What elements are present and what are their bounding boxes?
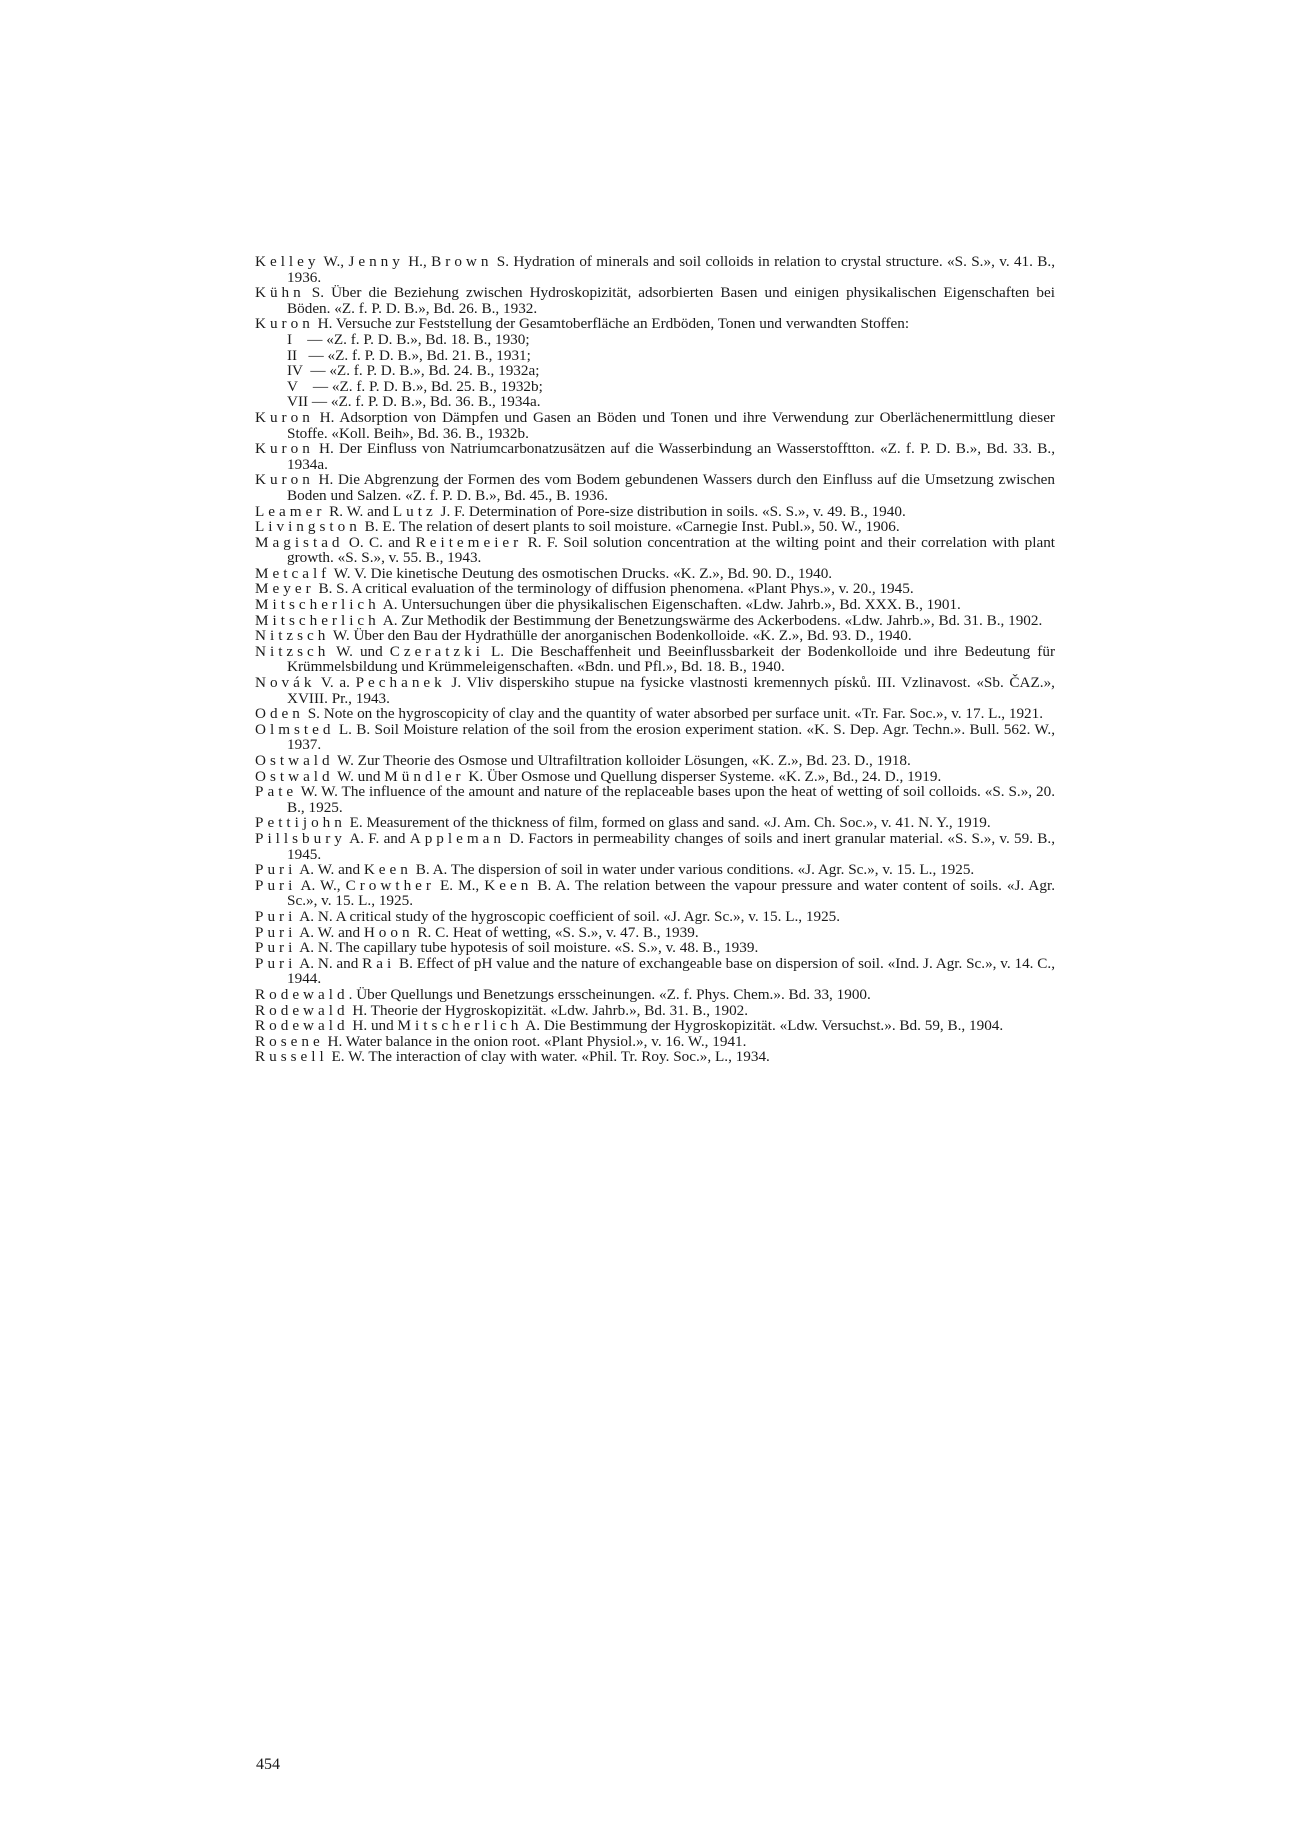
reference-author: Pechanek	[355, 674, 446, 692]
reference-author: Rodewald	[255, 1017, 349, 1035]
reference-author: Puri	[255, 954, 297, 972]
reference-author: Kuron	[255, 408, 314, 426]
reference-entry	[255, 581, 1055, 597]
reference-author: Appleman	[409, 829, 506, 847]
reference-text: H. Die Abgrenzung der Formen des vom Bodem gebundenen Wassers durch den Einfluss auf die Umsetzung zwischen Boden und Salzen. «Z. f. P. D. B.», Bd. 45., B. 1936.	[287, 471, 1055, 504]
reference-author: Puri	[255, 907, 297, 925]
reference-text: S. Hydration of minerals and soil colloids in relation to crystal structure. «S. S.», v. 41. B., 1936.	[287, 253, 1056, 286]
reference-entry	[255, 410, 1055, 441]
reference-text: A. W.,	[296, 876, 346, 894]
reference-text: W.,	[319, 253, 349, 270]
reference-entry	[255, 519, 1055, 535]
reference-text: A. W. and	[296, 923, 364, 941]
reference-entry	[255, 987, 1055, 1003]
reference-author: Kelley	[255, 253, 320, 270]
reference-text: J. F. Determination of Pore-size distribution in soils. «S. S.», v. 49. B., 1940.	[436, 502, 906, 520]
reference-entry	[255, 504, 1055, 520]
reference-author: Czeratzki	[389, 642, 484, 660]
reference-entry	[255, 878, 1055, 909]
reference-author: Kuron	[255, 471, 314, 489]
reference-entry	[255, 441, 1055, 472]
reference-subentry: I — «Z. f. P. D. B.», Bd. 18. B., 1930;	[287, 330, 530, 348]
reference-text: A. F. and	[345, 829, 410, 847]
reference-author: Mitscherlich	[255, 611, 380, 629]
reference-text: W. Zur Theorie des Osmose und Ultrafiltration kolloider Lösungen, «K. Z.», Bd. 23. D., 1918.	[333, 752, 911, 769]
reference-text: H. Water balance in the onion root. «Plant Physiol.», v. 16. W., 1941.	[323, 1032, 747, 1050]
reference-author: Rodewald	[255, 1001, 349, 1019]
reference-entry	[255, 706, 1055, 722]
reference-text: B. E. The relation of desert plants to soil moisture. «Carnegie Inst. Publ.», 50. W., 1906.	[360, 518, 900, 536]
reference-text: H. Adsorption von Dämpfen und Gasen an Böden und Tonen und ihre Verwendung zur Oberlächenermittlung dieser Stoffe. «Koll. Beih», Bd. 36. B., 1932b.	[287, 408, 1055, 442]
reference-author: Keen	[363, 861, 412, 879]
reference-author: Pillsbury	[255, 829, 346, 847]
reference-text: R. W. and	[325, 502, 393, 520]
reference-text: W. und	[333, 767, 385, 785]
reference-text: H. Der Einfluss von Natriumcarbonatzusätzen auf die Wasserbindung an Wasserstofftton. «Z. f. P. D. B.», Bd. 33. B., 1934a.	[287, 440, 1055, 473]
reference-entry	[255, 1018, 1055, 1034]
reference-entry	[255, 831, 1055, 862]
reference-text: V. a.	[315, 674, 356, 692]
reference-subentry: IV — «Z. f. P. D. B.», Bd. 24. B., 1932a;	[287, 362, 540, 380]
reference-author: Keen	[484, 876, 533, 894]
reference-author: Rai	[362, 954, 396, 972]
reference-author: Olmsted	[255, 720, 335, 738]
reference-entry	[255, 769, 1055, 785]
reference-author: Lutz	[392, 502, 437, 520]
reference-author: Mitscherlich	[255, 596, 380, 614]
reference-author: Russell	[255, 1048, 328, 1066]
reference-list	[255, 254, 1055, 1065]
reference-text: A. N. A critical study of the hygroscopic coefficient of soil. «J. Agr. Sc.», v. 15. L., 1925.	[296, 907, 841, 925]
reference-author: Oden	[255, 705, 304, 723]
reference-author: Metcalf	[255, 564, 331, 582]
reference-text: W. Über den Bau der Hydrathülle der anorganischen Bodenkolloide. «K. Z.», Bd. 93. D., 1940.	[329, 627, 912, 645]
reference-entry	[255, 815, 1055, 831]
reference-author: Rodewald	[255, 985, 349, 1003]
reference-entry	[255, 784, 1055, 815]
reference-text: S. Note on the hygroscopicity of clay and the quantity of water absorbed per surface unit. «Tr. Far. Soc.», v. 17. L., 1921.	[303, 705, 1044, 723]
reference-author: Mitscherlich	[397, 1017, 523, 1035]
reference-entry	[255, 613, 1055, 629]
reference-author: Brown	[431, 253, 493, 270]
reference-author: Pettijohn	[255, 814, 346, 832]
reference-author: Puri	[255, 861, 297, 879]
reference-text: R. F. Soil solution concentration at the wilting point and their correlation with plant growth. «S. S.», v. 55. B., 1943.	[287, 533, 1056, 567]
reference-text: A. Zur Methodik der Bestimmung der Benetzungswärme des Ackerbodens. «Ldw. Jahrb.», Bd. 31. B., 1902.	[379, 611, 1043, 629]
reference-author: Mündler	[384, 767, 465, 785]
reference-author: Magistad	[255, 533, 344, 551]
reference-subentry: V — «Z. f. P. D. B.», Bd. 25. B., 1932b;	[287, 377, 543, 395]
reference-author: Jenny	[348, 253, 404, 270]
reference-entry	[255, 722, 1055, 753]
reference-text: D. Factors in permeability changes of soils and inert granular material. «S. S.», v. 59. B., 1945.	[287, 829, 1055, 863]
reference-text: E. Measurement of the thickness of film, formed on glass and sand. «J. Am. Ch. Soc.», v. 41. N. Y., 1919.	[345, 814, 991, 832]
reference-text: B. S. A critical evaluation of the terminology of diffusion phenomena. «Plant Phys.», v. 20., 1945.	[314, 580, 914, 598]
reference-author: Rosene	[255, 1032, 324, 1050]
page-number: 454	[256, 1756, 280, 1773]
reference-author: Livingston	[255, 518, 361, 536]
reference-text: E. M.,	[434, 876, 485, 894]
reference-author: Puri	[255, 939, 297, 957]
reference-author: Leamer	[255, 502, 326, 520]
reference-entry	[255, 535, 1055, 566]
reference-entry	[255, 862, 1055, 878]
reference-entry	[255, 1049, 1055, 1065]
reference-text: W. und	[329, 642, 390, 660]
reference-entry	[255, 1034, 1055, 1050]
reference-entry	[255, 644, 1055, 675]
reference-text: H.,	[403, 253, 432, 270]
reference-entry	[255, 753, 1055, 769]
reference-entry	[255, 909, 1055, 925]
reference-text: A. N. and	[296, 954, 363, 972]
reference-author: Ostwald	[255, 767, 334, 785]
reference-text: A. N. The capillary tube hypotesis of soil moisture. «S. S.», v. 48. B., 1939.	[296, 939, 759, 957]
reference-subentry: II — «Z. f. P. D. B.», Bd. 21. B., 1931;	[287, 346, 531, 364]
reference-entry	[255, 597, 1055, 613]
reference-text: O. C. and	[343, 533, 416, 551]
reference-entry	[255, 925, 1055, 941]
reference-text: K. Über Osmose und Quellung disperser Systeme. «K. Z.», Bd., 24. D., 1919.	[464, 767, 942, 785]
reference-text: A. W. and	[296, 861, 364, 879]
reference-author: Puri	[255, 923, 297, 941]
reference-entry	[255, 940, 1055, 956]
reference-author: Crowther	[345, 876, 435, 894]
reference-author: Hoon	[363, 923, 414, 941]
reference-text: J. Vliv disperskiho stupue na fysicke vlastnosti kremennych písků. III. Vzlinavost. «Sb. ČAZ.», XVIII. Pr., 1943.	[287, 674, 1055, 707]
reference-text: B. A. The relation between the vapour pressure and water content of soils. «J. Agr. Sc.», v. 15. L., 1925.	[287, 876, 1055, 910]
reference-entry	[255, 254, 1055, 285]
reference-text: A. Untersuchungen über die physikalischen Eigenschaften. «Ldw. Jahrb.», Bd. XXX. B., 1901.	[379, 596, 961, 614]
reference-entry	[255, 956, 1055, 987]
reference-text: S. Über die Beziehung zwischen Hydroskopizität, adsorbierten Basen und einigen physikalischen Eigenschaften bei Böden. «Z. f. P. D. B.», Bd. 26. B., 1932.	[287, 284, 1055, 317]
reference-text: H. Theorie der Hygroskopizität. «Ldw. Jahrb.», Bd. 31. B., 1902.	[348, 1001, 749, 1019]
reference-text: L. Die Beschaffenheit und Beeinflussbarkeit der Bodenkolloide und ihre Bedeutung für Krümmelsbildung und Krümmeleigenschaften. «Bdn. und Pfl.», Bd. 18. B., 1940.	[287, 642, 1056, 676]
reference-author: Reitemeier	[415, 533, 523, 551]
reference-text: H. Versuche zur Feststellung der Gesamtoberfläche an Erdböden, Tonen und verwandten Stoffen:	[313, 315, 910, 333]
reference-author: Ostwald	[255, 752, 334, 769]
reference-author: Meyer	[255, 580, 315, 598]
reference-text: B. Effect of pH value and the nature of exchangeable base on dispersion of soil. «Ind. J. Agr. Sc.», v. 14. C., 1944.	[287, 954, 1055, 988]
reference-entry	[255, 472, 1055, 503]
reference-entry	[255, 1003, 1055, 1019]
reference-author: Kuron	[255, 315, 314, 333]
reference-author: Puri	[255, 876, 297, 894]
reference-author: Novák	[255, 674, 316, 692]
reference-text: B. A. The dispersion of soil in water under various conditions. «J. Agr. Sc.», v. 15. L., 1925.	[411, 861, 975, 879]
reference-author: Kuron	[255, 440, 314, 458]
reference-author: Nitzsch	[255, 627, 330, 645]
reference-text: E. W. The interaction of clay with water. «Phil. Tr. Roy. Soc.», L., 1934.	[327, 1048, 770, 1066]
reference-subentry: VII — «Z. f. P. D. B.», Bd. 36. B., 1934a.	[287, 393, 541, 411]
reference-entry	[255, 675, 1055, 706]
reference-text: W. V. Die kinetische Deutung des osmotischen Drucks. «K. Z.», Bd. 90. D., 1940.	[330, 564, 833, 582]
reference-text: L. B. Soil Moisture relation of the soil from the erosion experiment station. «K. S. Dep. Agr. Techn.». Bull. 562. W., 1937.	[287, 720, 1055, 754]
reference-text: . Über Quellungs und Benetzungs ersscheinungen. «Z. f. Phys. Chem.». Bd. 33, 1900.	[348, 985, 871, 1003]
reference-author: Nitzsch	[255, 642, 330, 660]
reference-entry	[255, 628, 1055, 644]
reference-text: A. Die Bestimmung der Hygroskopizität. «Ldw. Versuchst.». Bd. 59, B., 1904.	[522, 1017, 1004, 1035]
reference-text: R. C. Heat of wetting, «S. S.», v. 47. B., 1939.	[413, 923, 699, 941]
reference-author: Kühn	[255, 284, 305, 302]
reference-text: W. W. The influence of the amount and nature of the replaceable bases upon the heat of wetting of soil colloids. «S. S.», 20. B., 1925.	[287, 783, 1055, 816]
reference-entry	[255, 566, 1055, 582]
reference-text: H. und	[348, 1017, 398, 1035]
reference-entry	[255, 316, 1055, 332]
reference-author: Pate	[255, 783, 298, 801]
reference-entry	[255, 285, 1055, 316]
